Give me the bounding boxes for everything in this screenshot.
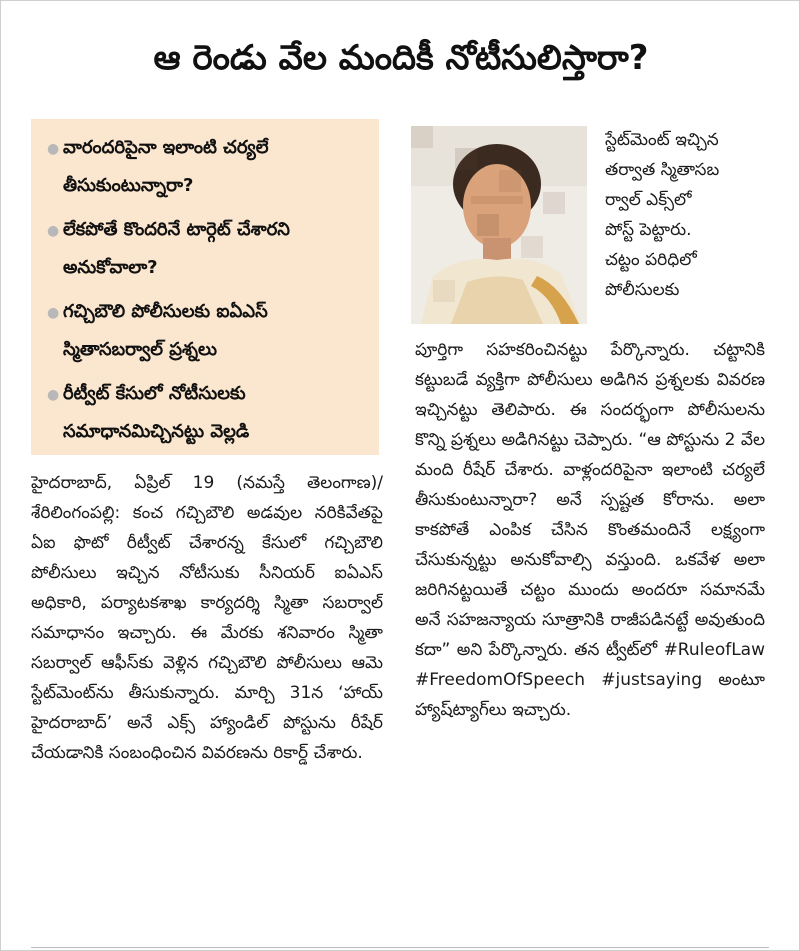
article-body-right: పూర్తిగా సహకరించినట్టు పేర్కొన్నారు. చట్టానికి కట్టుబడే వ్యక్తిగా పోలీసులు అడిగిన ప్రశ్నలకు వివరణ ఇచ్చినట్టు తెలిపారు. ఈ సందర్భంగా పోలీసులను కొన్ని ప్రశ్నలు అడిగినట్టు చెప్పారు. “ఆ పోస్టును 2 వేల మంది రీషేర్‌ చేశారు. వాళ్లందరిపైనా ఇలాంటి చర్యలే తీసుకుంటున్నారా? అనే స్పష్టత కోరాను. అలా కాకపోతే ఎంపిక చేసిన కొంతమందినే లక్ష్యంగా చేసుకున్నట్టు అనుకోవాల్సి వస్తుంది. ఒకవేళ అలా జరిగినట్టయితే చట్టం ముందు అందరూ సమానమే అనే సహజన్యాయ సూత్రానికి రాజీపడినట్టే అవుతుంది కదా” అని పేర్కొన్నారు. తన ట్వీట్‌లో #RuleofLaw #FreedomOfSpeech #justsaying అంటూ హ్యాష్‌ట్యాగ్‌లు ఇచ్చారు. <box>415 340 765 720</box>
highlight-item <box>47 129 369 205</box>
text-line: చట్టం పరిధిలో <box>605 250 697 270</box>
highlight-item <box>47 375 369 451</box>
bullet-icon: ● <box>47 387 60 403</box>
portrait-image <box>411 126 587 324</box>
bullet-icon: ● <box>47 141 60 157</box>
headline: ఆ రెండు వేల మందికీ నోటీసులిస్తారా? <box>153 38 649 78</box>
text-line: పోస్ట్‌ పెట్టారు. <box>605 220 692 240</box>
bullet-icon: ● <box>47 223 60 239</box>
article-body-right-top <box>605 125 765 335</box>
text-line: ర్వాల్‌ ఎక్స్‌లో <box>605 190 692 210</box>
text-line: స్టేట్‌మెంట్‌ ఇచ్చిన <box>605 130 719 150</box>
highlights-box <box>31 119 379 455</box>
highlight-text: రీట్వీట్‌ కేసులో నోటీసులకు సమాధానమిచ్చినట్టు వెల్లడి <box>63 383 250 442</box>
portrait-photo <box>411 126 587 324</box>
bullet-icon: ● <box>47 305 60 321</box>
text-line: పోలీసులకు <box>605 280 680 300</box>
highlight-text: వారందరిపైనా ఇలాంటి చర్యలే తీసుకుంటున్నారా? <box>63 137 269 196</box>
highlight-text: లేకపోతే కొందరినే టార్గెట్‌ చేశారని అనుకోవాలా? <box>63 219 290 278</box>
highlight-item <box>47 293 369 369</box>
highlight-text: గచ్చిబౌలి పోలీసులకు ఐఏఎస్‌ స్మితాసబర్వాల్‌ ప్రశ్నలు <box>63 301 268 360</box>
highlight-item <box>47 211 369 287</box>
bottom-divider <box>31 947 769 948</box>
article-body-left: హైదరాబాద్‌, ఏప్రిల్‌ 19 (నమస్తే తెలంగాణ)/శేరిలింగంపల్లి: కంచ గచ్చిబౌలి అడవుల నరికివేతపై ఏఐ ఫొటో రీట్వీట్‌ చేశారన్న కేసులో గచ్చిబౌలి పోలీసులు ఇచ్చిన నోటీసుకు సీనియర్‌ ఐఏఎస్‌ అధికారి, పర్యాటకశాఖ కార్యదర్శి స్మితా సబర్వాల్‌ సమాధానం ఇచ్చారు. ఈ మేరకు శనివారం స్మితా సబర్వాల్‌ ఆఫీస్‌కు వెళ్లిన గచ్చిబౌలి పోలీసులు ఆమె స్టేట్‌మెంట్‌ను తీసుకున్నారు. మార్చి 31న ‘హాయ్‌ హైదరాబాద్‌’ అనే ఎక్స్‌ హ్యాండిల్‌ పోస్టును రీషేర్‌ చేయడానికి సంబంధించిన వివరణను రికార్డ్‌ చేశారు. <box>31 473 383 763</box>
text-line: తర్వాత స్మితాసబ <box>605 160 720 180</box>
